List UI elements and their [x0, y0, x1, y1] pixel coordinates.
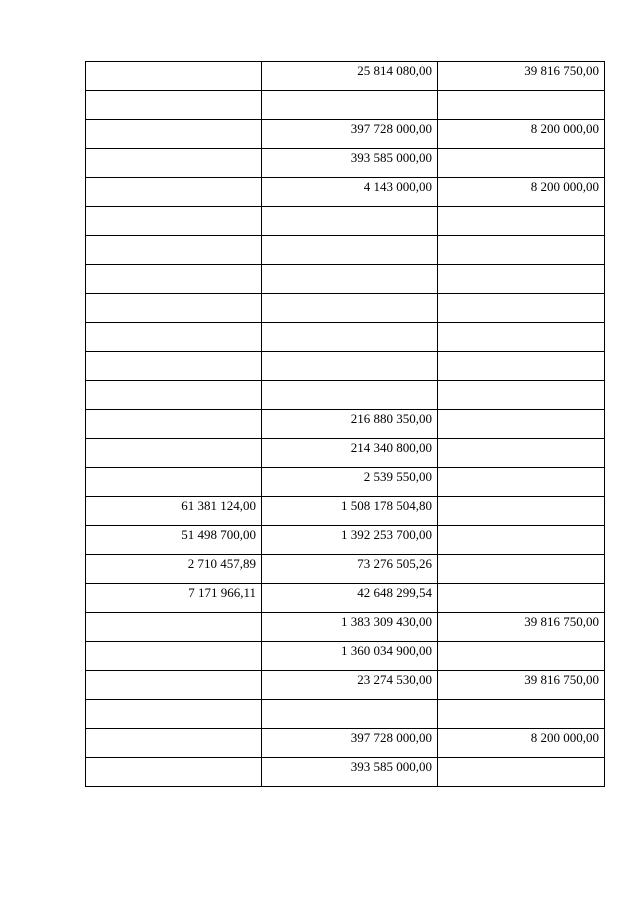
table-cell-col3: [438, 439, 605, 468]
table-cell-col1: [86, 149, 262, 178]
table-cell-col3: [438, 236, 605, 265]
table-cell-col1: [86, 729, 262, 758]
table-cell-col3: [438, 352, 605, 381]
table-cell-col2: 2 539 550,00: [262, 468, 438, 497]
table-cell-col1: [86, 178, 262, 207]
table-cell-col1: [86, 323, 262, 352]
table-cell-col2: [262, 236, 438, 265]
table-cell-col2: 397 728 000,00: [262, 120, 438, 149]
table-cell-col1: [86, 294, 262, 323]
table-cell-col2: 393 585 000,00: [262, 149, 438, 178]
table-cell-col3: [438, 700, 605, 729]
table-cell-col3: [438, 642, 605, 671]
table-cell-col2: 23 274 530,00: [262, 671, 438, 700]
table-row: [86, 91, 605, 120]
table-cell-col1: [86, 62, 262, 91]
table-cell-col1: [86, 468, 262, 497]
table-cell-col3: 39 816 750,00: [438, 671, 605, 700]
table-cell-col2: 25 814 080,00: [262, 62, 438, 91]
table-cell-col2: [262, 700, 438, 729]
table-cell-col3: [438, 91, 605, 120]
table-cell-col3: 8 200 000,00: [438, 729, 605, 758]
table-cell-col3: [438, 758, 605, 787]
table-row: [86, 729, 605, 758]
table-cell-col2: [262, 294, 438, 323]
table-cell-col1: [86, 758, 262, 787]
table-row: [86, 439, 605, 468]
table-cell-col2: 1 360 034 900,00: [262, 642, 438, 671]
table-cell-col1: 61 381 124,00: [86, 497, 262, 526]
table-cell-col1: [86, 265, 262, 294]
table-cell-col1: [86, 236, 262, 265]
table-cell-col3: 8 200 000,00: [438, 178, 605, 207]
table-row: [86, 497, 605, 526]
table-cell-col2: [262, 352, 438, 381]
table-cell-col2: [262, 207, 438, 236]
table-cell-col2: [262, 265, 438, 294]
table-row: [86, 584, 605, 613]
table-row: [86, 410, 605, 439]
table-row: [86, 671, 605, 700]
table-cell-col3: [438, 584, 605, 613]
table-row: [86, 236, 605, 265]
table-row: [86, 613, 605, 642]
table-cell-col1: [86, 91, 262, 120]
table-cell-col1: [86, 700, 262, 729]
table-row: [86, 265, 605, 294]
table-cell-col3: [438, 468, 605, 497]
table-cell-col1: [86, 207, 262, 236]
table-cell-col2: 4 143 000,00: [262, 178, 438, 207]
table-cell-col1: [86, 642, 262, 671]
table-cell-col1: 2 710 457,89: [86, 555, 262, 584]
table-cell-col2: 1 392 253 700,00: [262, 526, 438, 555]
table-cell-col2: 397 728 000,00: [262, 729, 438, 758]
table-cell-col3: [438, 294, 605, 323]
table-row: [86, 555, 605, 584]
financial-table: [85, 61, 605, 787]
table-cell-col2: [262, 323, 438, 352]
table-cell-col1: [86, 671, 262, 700]
table-row: [86, 294, 605, 323]
table-body: [86, 62, 605, 787]
table-cell-col2: 1 383 309 430,00: [262, 613, 438, 642]
table-cell-col3: [438, 149, 605, 178]
table-cell-col3: 39 816 750,00: [438, 62, 605, 91]
table-cell-col3: 8 200 000,00: [438, 120, 605, 149]
table-row: [86, 381, 605, 410]
table-cell-col2: [262, 91, 438, 120]
table-cell-col2: 1 508 178 504,80: [262, 497, 438, 526]
table-row: [86, 149, 605, 178]
table-cell-col2: 393 585 000,00: [262, 758, 438, 787]
table-row: [86, 62, 605, 91]
table-cell-col3: [438, 323, 605, 352]
table-cell-col3: [438, 381, 605, 410]
table-cell-col3: [438, 555, 605, 584]
table-cell-col3: [438, 410, 605, 439]
table-cell-col1: [86, 613, 262, 642]
table-cell-col1: 7 171 966,11: [86, 584, 262, 613]
table-cell-col1: [86, 439, 262, 468]
table-row: [86, 758, 605, 787]
table-row: [86, 468, 605, 497]
table-cell-col2: 214 340 800,00: [262, 439, 438, 468]
table-cell-col3: [438, 265, 605, 294]
table-cell-col2: [262, 381, 438, 410]
table-row: [86, 526, 605, 555]
table-cell-col3: [438, 526, 605, 555]
table-cell-col3: 39 816 750,00: [438, 613, 605, 642]
table-cell-col2: 42 648 299,54: [262, 584, 438, 613]
table-cell-col1: [86, 352, 262, 381]
table-cell-col1: [86, 410, 262, 439]
table-row: [86, 642, 605, 671]
table-cell-col3: [438, 497, 605, 526]
table-cell-col1: [86, 120, 262, 149]
table-cell-col2: 73 276 505,26: [262, 555, 438, 584]
table-cell-col3: [438, 207, 605, 236]
table-cell-col1: 51 498 700,00: [86, 526, 262, 555]
table-row: [86, 207, 605, 236]
table-row: [86, 700, 605, 729]
table-row: [86, 178, 605, 207]
table-row: [86, 120, 605, 149]
table-cell-col1: [86, 381, 262, 410]
table-row: [86, 323, 605, 352]
table-row: [86, 352, 605, 381]
table-cell-col2: 216 880 350,00: [262, 410, 438, 439]
